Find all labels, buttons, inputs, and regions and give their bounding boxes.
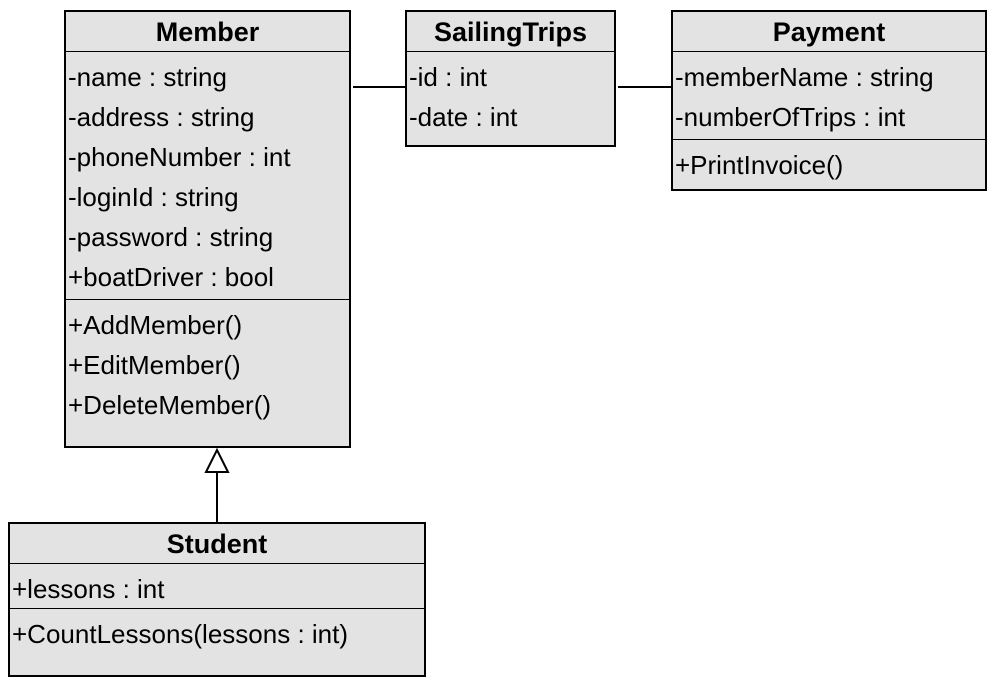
class-payment-title: Payment (673, 12, 985, 52)
payment-operation: +PrintInvoice() (675, 150, 844, 180)
payment-attribute: -numberOfTrips : int (675, 102, 906, 132)
member-attribute: -name : string (68, 62, 227, 92)
member-attribute: -password : string (68, 222, 274, 252)
class-payment-attributes (673, 52, 985, 140)
payment-attribute: -memberName : string (675, 62, 934, 92)
sailingtrips-attribute: -id : int (409, 62, 488, 92)
class-member-attributes (66, 52, 349, 300)
class-sailingtrips-attributes (407, 52, 614, 137)
member-operation: +DeleteMember() (68, 390, 272, 420)
sailingtrips-attribute: -date : int (409, 102, 518, 132)
class-student-operations (10, 609, 424, 654)
member-operation: +EditMember() (68, 350, 241, 380)
class-payment-operations (673, 140, 985, 185)
student-attribute: +lessons : int (12, 574, 165, 604)
class-member[interactable] (64, 10, 351, 448)
member-attribute: -address : string (68, 102, 255, 132)
class-member-operations (66, 300, 349, 425)
generalization-arrowhead (206, 450, 228, 472)
student-operation: +CountLessons(lessons : int) (12, 619, 349, 649)
class-payment[interactable] (671, 10, 987, 191)
class-student-title: Student (10, 524, 424, 564)
member-attribute: -phoneNumber : int (68, 142, 291, 172)
class-sailingtrips-title: SailingTrips (407, 12, 614, 52)
class-student[interactable] (8, 522, 426, 677)
member-attribute: +boatDriver : bool (68, 262, 274, 292)
class-member-title: Member (66, 12, 349, 52)
member-operation: +AddMember() (68, 310, 243, 340)
member-attribute: -loginId : string (68, 182, 239, 212)
class-student-attributes (10, 564, 424, 609)
class-sailingtrips[interactable] (405, 10, 616, 147)
